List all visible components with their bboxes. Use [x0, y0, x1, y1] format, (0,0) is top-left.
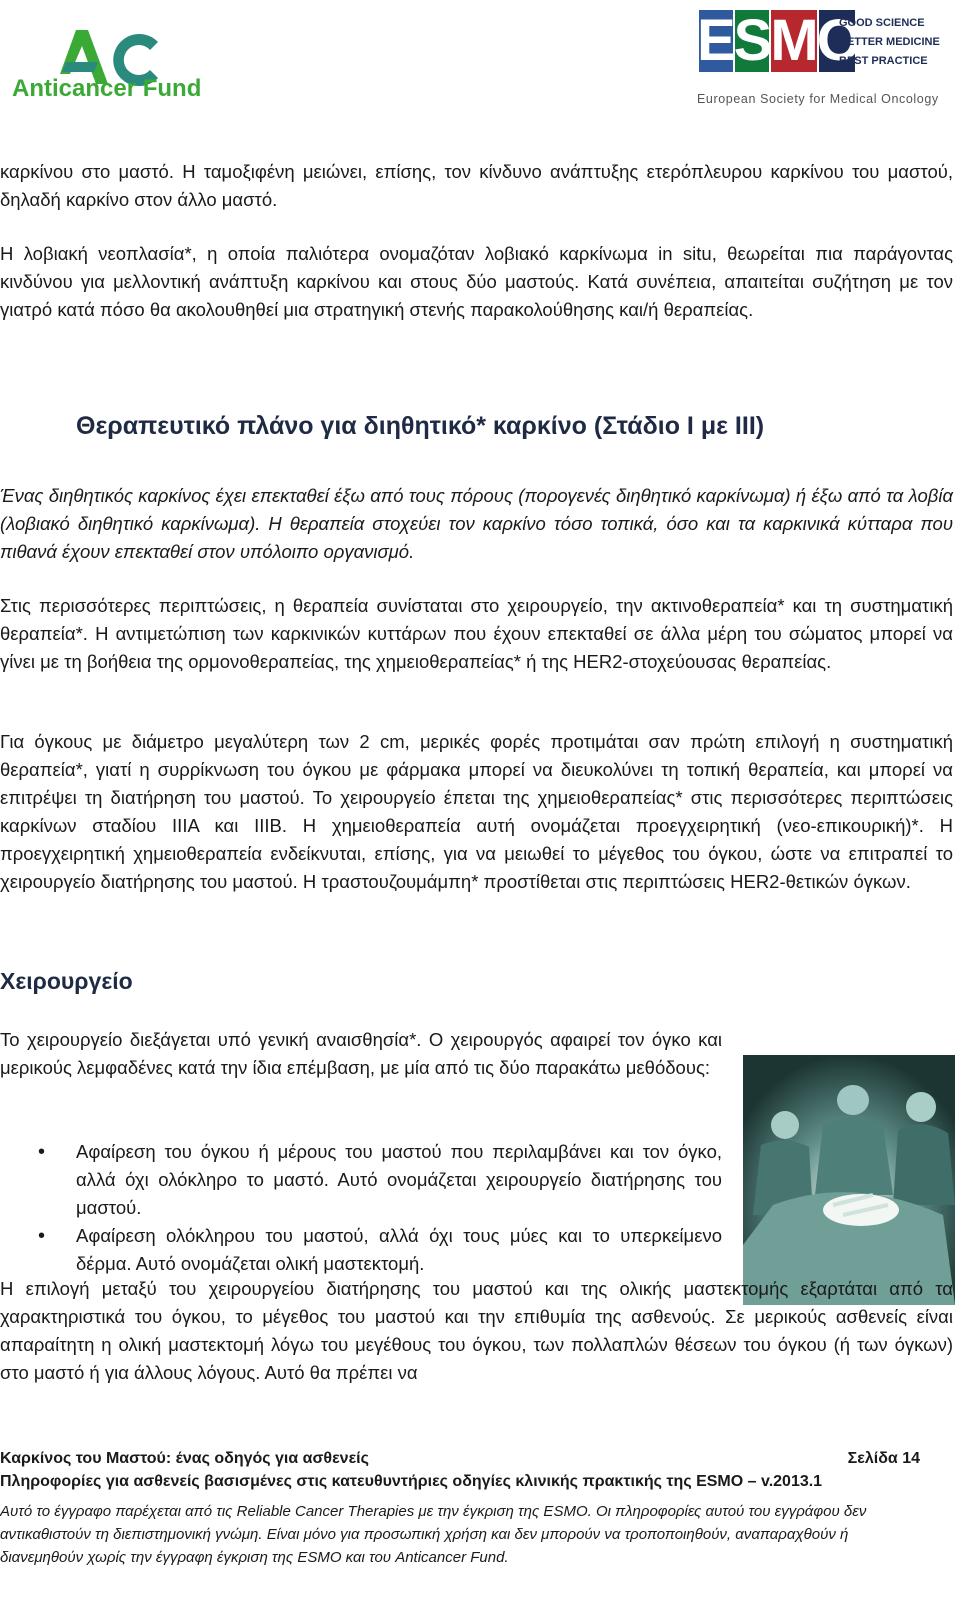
paragraph-surgery-intro	[0, 1026, 722, 1082]
anticancer-fund-logo-text: Anticancer Fund	[12, 75, 202, 102]
footer-disclaimer: Αυτό το έγγραφο παρέχεται από τις Reliable Cancer Therapies με την έγκριση της ESMO. Οι πληροφορίες αυτού του εγγράφου δεν αντικαθιστούν τη διεπιστημονική γνώμη. Είναι μόνο για προσωπική χρήση και δεν μπορούν να τροποποιηθούν, αναπαραχθούν ή διανεμηθούν χωρίς την έγγραφη έγκριση της ESMO και του Anticancer Fund.	[0, 1503, 867, 1566]
paragraph-continuation: καρκίνου στο μαστό. Η ταμοξιφένη μειώνει, επίσης, τον κίνδυνο ανάπτυξης ετερόπλευρου καρκίνου του μαστού, δηλαδή καρκίνο στον άλλο μαστό.	[0, 161, 953, 210]
paragraph-neoadjuvant: Για όγκους με διάμετρο μεγαλύτερη των 2 cm, μερικές φορές προτιμάται σαν πρώτη επιλογή η συστηματική θεραπεία*, γιατί η συρρίκνωση του όγκου με φάρμακα μπορεί να διευκολύνει τη τοπική θεραπεία, και μπορεί να επιτρέψει τη διατήρηση του μαστού. Το χειρουργείο έπεται της χημειοθεραπείας* στις περισσότερες περιπτώσεις καρκίνων σταδίου ΙΙΙΑ και ΙΙΙΒ. Η χημειοθεραπεία αυτή ονομάζεται προεγχειρητική (νεο-επικουρική)*. Η προεγχειρητική χημειοθεραπεία ενδείκνυται, επίσης, για να μειωθεί το μέγεθος του όγκου, ώστε να επιτραπεί το χειρουργείο διατήρησης του μαστού. Η τραστουζουμάμπη* προστίθεται στις περιπτώσεις HER2-θετικών όγκων.	[0, 731, 953, 892]
paragraph-lobular-neoplasia: Η λοβιακή νεοπλασία*, η οποία παλιότερα ονομαζόταν λοβιακό καρκίνωμα in situ, θεωρείται πια παράγοντας κινδύνου για μελλοντική ανάπτυξη καρκίνου και στους δύο μαστούς. Κατά συνέπεια, απαιτείται συζήτηση με τον γιατρό κατά πόσο θα ακολουθηθεί μια στρατηγική στενής παρακολούθησης και/ή θεραπείας.	[0, 243, 953, 320]
bullet-icon: •	[38, 1225, 46, 1247]
footer-subtitle: Πληροφορίες για ασθενείς βασισμένες στις κατευθυντήριες οδηγίες κλινικής πρακτικής της ESMO – v.2013.1	[0, 1473, 823, 1490]
paragraph-surgery-choice: Η επιλογή μεταξύ του χειρουργείου διατήρησης του μαστού και της ολικής μαστεκτομής εξαρτάται από τα χαρακτηριστικά του όγκου, το μέγεθος του μαστού και την επιθυμία της ασθενούς. Σε μερικούς ασθενείς είναι απαραίτητη η ολική μαστεκτομή λόγω του μεγέθους του όγκου, των πολλαπλών θέσεων του όγκου (ή των όγκων) στο μαστό ή για άλλους λόγους. Αυτό θα πρέπει να	[0, 1278, 953, 1383]
list-item	[0, 1222, 722, 1278]
list-item-text: Αφαίρεση ολόκληρου του μαστού, αλλά όχι τους μύες και το υπερκείμενο δέρμα. Αυτό ονομάζεται ολική μαστεκτομή.	[76, 1225, 722, 1274]
esmo-tagline-1: GOOD SCIENCE	[839, 17, 925, 29]
section-heading-invasive-cancer: Θεραπευτικό πλάνο για διηθητικό* καρκίνο (Στάδιο Ι με ΙΙΙ)	[76, 412, 765, 440]
surgery-intro-text: Το χειρουργείο διεξάγεται υπό γενική αναισθησία*. Ο χειρουργός αφαιρεί τον όγκο και μερικούς λεμφαδένες κατά την ίδια επέμβαση, με μία από τις δύο παρακάτω μεθόδους:	[0, 1029, 722, 1078]
paragraph-treatment-components: Στις περισσότερες περιπτώσεις, η θεραπεία συνίσταται στο χειρουργείο, την ακτινοθεραπεία* και τη συστηματική θεραπεία*. Η αντιμετώπιση των καρκινικών κυττάρων που έχουν επεκταθεί σε άλλα μέρη του σώματος μπορεί να γίνει με τη βοήθεια της ορμονοθεραπείας, της χημειοθεραπείας* ή της HER2-στοχεύουσας θεραπείας.	[0, 595, 953, 672]
bullet-icon: •	[38, 1141, 46, 1163]
paragraph-invasive-definition: Ένας διηθητικός καρκίνος έχει επεκταθεί έξω από τους πόρους (πορογενές διηθητικό καρκίνωμα) ή έξω από τα λοβία (λοβιακό διηθητικό καρκίνωμα). Η θεραπεία στοχεύει τον καρκίνο τόσο τοπικά, όσο και τα καρκινικά κύτταρα που πιθανά έχουν επεκταθεί στον υπόλοιπο οργανισμό.	[0, 485, 953, 562]
esmo-tagline-3: BEST PRACTICE	[839, 55, 928, 67]
esmo-fullname: European Society for Medical Oncology	[697, 92, 939, 106]
section-heading-surgery: Χειρουργείο	[0, 968, 133, 994]
footer-title-row	[0, 1448, 953, 1470]
esmo-tagline-2: BETTER MEDICINE	[839, 36, 940, 48]
list-item	[0, 1138, 722, 1222]
esmo-logo-text: ESMO	[697, 8, 860, 73]
anticancer-fund-logo	[8, 22, 233, 107]
page-number: Σελίδα 14	[847, 1450, 920, 1467]
surgery-photo	[743, 1055, 955, 1305]
esmo-logo	[697, 8, 960, 112]
list-item-text: Αφαίρεση του όγκου ή μέρους του μαστού που περιλαμβάνει και τον όγκο, αλλά όχι ολόκληρο το μαστό. Αυτό ονομάζεται χειρουργείο διατήρησης του μαστού.	[76, 1141, 722, 1218]
footer-title: Καρκίνος του Μαστού: ένας οδηγός για ασθενείς	[0, 1450, 369, 1467]
operating-room-illustration	[743, 1055, 955, 1305]
